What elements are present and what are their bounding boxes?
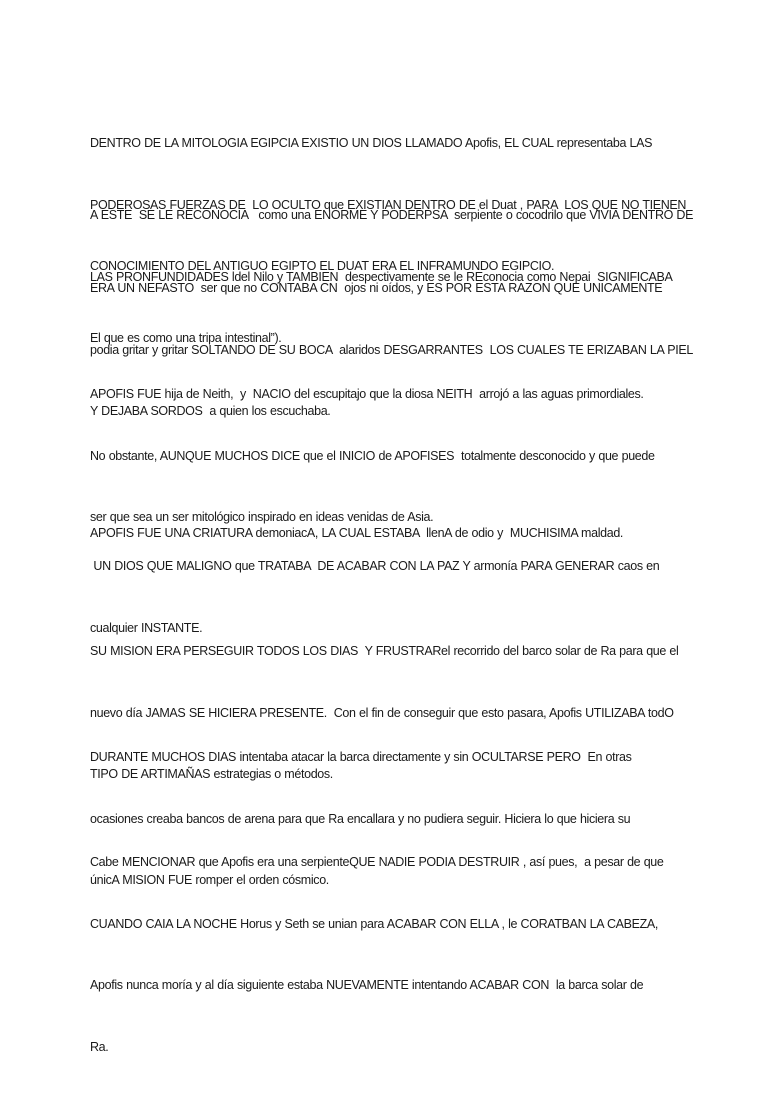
text-line: LAS PRONFUNDIDADES ldel Nilo y TAMBIEN despectivamente se le REconocia como Nepai SIGNIFICABA (90, 269, 673, 284)
text-line: PODEROSAS FUERZAS DE LO OCULTO que EXISTIAN DENTRO DE el Duat , PARA LOS QUE NO TIENEN (90, 197, 687, 212)
text-line: CUANDO CAIA LA NOCHE Horus y Seth se unian para ACABAR CON ELLA , le CORATBAN LA CABEZA, (90, 916, 659, 931)
text-line: APOFIS FUE UNA CRIATURA demoniacA, LA CUAL ESTABA llenA de odio y MUCHISIMA maldad. (90, 526, 624, 540)
text-line: APOFIS FUE hija de Neith, y NACIO del escupitajo que la diosa NEITH arrojó a las aguas primordiales. (90, 387, 644, 401)
text-line: ser que sea un ser mitológico inspirado en ideas venidas de Asia. (90, 510, 434, 524)
text-line: A ESTE SE LE RECONOCIA como una ENORME Y PODERPSA serpiente o cocodrilo que VIVIA DENTRO DE (90, 208, 694, 222)
text-line: ERA UN NEFASTO ser que no CONTABA CN ojos ni oídos, y ES POR ESTA RAZON QUE UNICAMENTE (90, 281, 663, 295)
text-line: Apofis nunca moría y al día siguiente estaba NUEVAMENTE intentando ACABAR CON la barca solar de (90, 978, 644, 992)
text-line: DURANTE MUCHOS DIAS intentaba atacar la barca directamente y sin OCULTARSE PERO En otras (90, 750, 632, 764)
text-line: ocasiones creaba bancos de arena para que Ra encallara y no pudiera seguir. Hiciera lo que hiciera su (90, 811, 631, 826)
text-line: TIPO DE ARTIMAÑAS estrategias o métodos. (90, 767, 333, 781)
text-line: SU MISION ERA PERSEGUIR TODOS LOS DIAS Y FRUSTRARel recorrido del barco solar de Ra para que el (90, 644, 679, 658)
text-line: Cabe MENCIONAR que Apofis era una serpienteQUE NADIE PODIA DESTRUIR , así pues, a pesar de que (90, 855, 664, 869)
text-line: cualquier INSTANTE. (90, 620, 203, 635)
text-line: nuevo día JAMAS SE HICIERA PRESENTE. Con el fin de conseguir que esto pasara, Apofis UTILIZABA todO (90, 705, 674, 720)
text-line: DENTRO DE LA MITOLOGIA EGIPCIA EXISTIO UN DIOS LLAMADO Apofis, EL CUAL representaba LAS (90, 136, 653, 150)
text-line: únicA MISION FUE romper el orden cósmico. (90, 873, 329, 887)
text-line: podia gritar y gritar SOLTANDO DE SU BOCA alaridos DESGARRANTES LOS CUALES TE ERIZABAN LA PIEL (90, 342, 693, 357)
text-line: No obstante, AUNQUE MUCHOS DICE que el INICIO de APOFISES totalmente desconocido y que puede (90, 448, 655, 463)
text-line: Ra. (90, 1039, 109, 1054)
text-line: Y DEJABA SORDOS a quien los escuchaba. (90, 404, 331, 418)
text-line: UN DIOS QUE MALIGNO que TRATABA DE ACABAR CON LA PAZ Y armonía PARA GENERAR caos en (90, 559, 660, 573)
text-line: El que es como una tripa intestinal”). (90, 331, 282, 345)
text-line: CONOCIMIENTO DEL ANTIGUO EGIPTO EL DUAT ERA EL INFRAMUNDO EGIPCIO. (90, 259, 555, 273)
paragraph-cabe-mencionar (90, 811, 690, 1098)
